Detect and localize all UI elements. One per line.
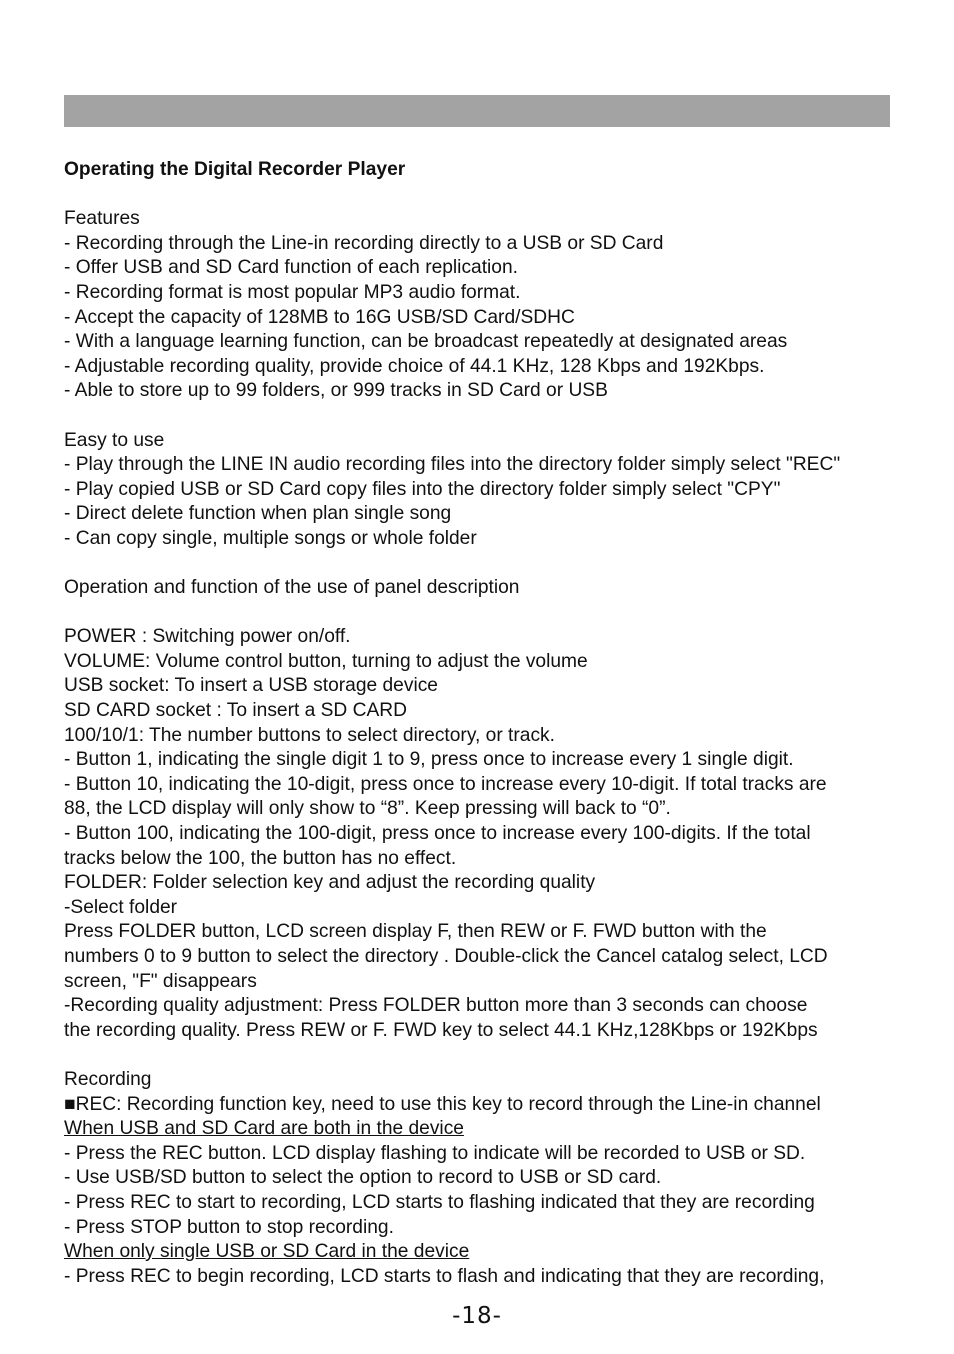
single-device-heading: When only single USB or SD Card in the device <box>64 1241 470 1263</box>
section-title: Operating the Digital Recorder Player <box>64 159 406 180</box>
blank-line <box>64 183 904 208</box>
operation-line: 100/10/1: The number buttons to select directory, or track. <box>64 724 555 746</box>
features-heading: Features <box>64 208 140 230</box>
recording-step: - Press REC to begin recording, LCD starts to flash and indicating that they are recording, <box>64 1265 825 1287</box>
page-content <box>64 158 904 1289</box>
blank-line <box>64 404 904 429</box>
easy-heading: Easy to use <box>64 429 165 451</box>
operation-line: Press FOLDER button, LCD screen display F, then REW or F. FWD button with the <box>64 921 767 943</box>
features-item: - Recording through the Line-in recording directly to a USB or SD Card <box>64 232 664 254</box>
operation-line: - Button 10, indicating the 10-digit, press once to increase every 10-digit. If total tracks are <box>64 773 827 795</box>
features-item: - Able to store up to 99 folders, or 999 tracks in SD Card or USB <box>64 380 608 402</box>
operation-line: -Recording quality adjustment: Press FOLDER button more than 3 seconds can choose <box>64 995 808 1017</box>
features-item: - Recording format is most popular MP3 audio format. <box>64 281 521 303</box>
page-number: -18- <box>452 1303 502 1329</box>
operation-line: tracks below the 100, the button has no effect. <box>64 847 457 869</box>
easy-item: - Direct delete function when plan single song <box>64 503 452 525</box>
recording-step: - Use USB/SD button to select the option to record to USB or SD card. <box>64 1167 662 1189</box>
easy-item: - Can copy single, multiple songs or whole folder <box>64 527 477 549</box>
recording-step: - Press the REC button. LCD display flashing to indicate will be recorded to USB or SD. <box>64 1142 806 1164</box>
recording-step: - Press REC to start to recording, LCD starts to flashing indicated that they are recording <box>64 1191 815 1213</box>
features-item: - Adjustable recording quality, provide choice of 44.1 KHz, 128 Kbps and 192Kbps. <box>64 355 765 377</box>
blank-line <box>64 1043 904 1068</box>
operation-line: -Select folder <box>64 896 178 918</box>
operation-line: VOLUME: Volume control button, turning to adjust the volume <box>64 650 588 672</box>
operation-line: - Button 100, indicating the 100-digit, press once to increase every 100-digits. If the total <box>64 823 811 845</box>
easy-item: - Play through the LINE IN audio recording files into the directory folder simply select "REC" <box>64 454 841 476</box>
operation-line: 88, the LCD display will only show to “8”. Keep pressing will back to “0”. <box>64 798 671 820</box>
features-item: - With a language learning function, can be broadcast repeatedly at designated areas <box>64 331 788 353</box>
recording-step: - Press STOP button to stop recording. <box>64 1216 394 1238</box>
operation-line: screen, "F" disappears <box>64 970 257 992</box>
operation-line: POWER : Switching power on/off. <box>64 626 351 648</box>
rec-function-line: ■REC: Recording function key, need to use this key to record through the Line-in channel <box>64 1093 821 1115</box>
features-item: - Offer USB and SD Card function of each replication. <box>64 257 518 279</box>
operation-line: the recording quality. Press REW or F. FWD key to select 44.1 KHz,128Kbps or 192Kbps <box>64 1019 818 1041</box>
operation-line: FOLDER: Folder selection key and adjust the recording quality <box>64 872 596 894</box>
operation-line: numbers 0 to 9 button to select the directory . Double-click the Cancel catalog select, LCD <box>64 946 828 967</box>
operation-line: SD CARD socket : To insert a SD CARD <box>64 700 407 722</box>
header-bar <box>64 95 890 127</box>
recording-heading: Recording <box>64 1068 152 1090</box>
blank-line <box>64 601 904 626</box>
features-item: - Accept the capacity of 128MB to 16G USB/SD Card/SDHC <box>64 306 575 328</box>
easy-item: - Play copied USB or SD Card copy files into the directory folder simply select "CPY" <box>64 478 781 500</box>
both-devices-heading: When USB and SD Card are both in the device <box>64 1118 464 1140</box>
blank-line <box>64 552 904 577</box>
operation-line: USB socket: To insert a USB storage device <box>64 675 438 697</box>
operation-heading: Operation and function of the use of panel description <box>64 577 520 599</box>
operation-line: - Button 1, indicating the single digit 1 to 9, press once to increase every 1 single digit. <box>64 749 794 771</box>
